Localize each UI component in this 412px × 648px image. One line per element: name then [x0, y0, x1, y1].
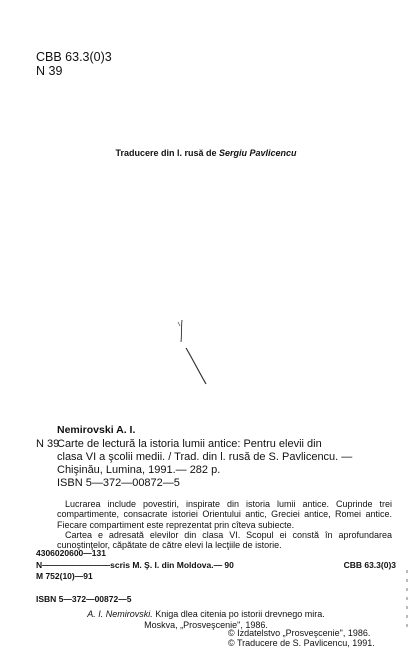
author-mark: N 39 [36, 64, 63, 78]
code-row-3 [36, 571, 396, 583]
translation-credit [0, 148, 412, 158]
original-place: Moskva, „Prosveşcenie", 1986. [144, 620, 268, 630]
code-line-2: N————————scris M. Ş. I. din Moldova.— 90 [36, 559, 234, 570]
original-title-line [0, 609, 412, 620]
annotation-paragraph-1: Lucrarea include povestiri, inspirate din istoria lumii antice. Cuprinde trei compartimente, consacrate istoriei Orientului antic, Greciei antice, Romei antice. Fiecare compartiment este reprezentat prin cîteva subiecte. [57, 499, 392, 530]
catalog-line-3: Chişinău, Lumina, 1991.— 282 p. [57, 464, 221, 476]
catalog-number: N 39 [36, 438, 60, 450]
code-row-1 [36, 548, 396, 560]
catalog-line-2: clasa VI a şcolii medii. / Trad. din l. rusă de S. Pavlicencu. — [57, 451, 353, 463]
bbk-classification [36, 50, 112, 78]
classification-codes [36, 548, 396, 583]
catalog-isbn: ISBN 5—372—00872—5 [57, 477, 180, 489]
translation-prefix: Traducere din l. rusă de [115, 148, 219, 158]
annotation-paragraph-2: Cartea e adresată elevilor din clasa VI. Scopul ei constă în aprofundarea cunoştinţelor, căpătate de către elevi la lecţiile de istorie. [57, 529, 392, 551]
code-row-2 [36, 560, 396, 572]
code-line-3: M 752(10)—91 [36, 571, 93, 581]
annotation [57, 499, 392, 550]
isbn-bottom: ISBN 5—372—00872—5 [36, 594, 132, 604]
code-line-1: 4306020600—131 [36, 548, 106, 558]
catalog-author: Nemirovski A. I. [57, 424, 136, 436]
translator-name: Sergiu Pavlicencu [219, 148, 297, 158]
catalog-entry [36, 438, 396, 490]
catalog-line-1: Carte de lectură la istoria lumii antice: Pentru elevii din [57, 438, 322, 450]
copyright-line-1: © Izdatelstvo „Prosveşcenie", 1986. [228, 628, 371, 638]
page-edge-mark [406, 570, 408, 630]
copyright-line-2: © Traducere de S. Pavlicencu, 1991. [228, 638, 375, 648]
original-title: Kniga dlea citenia po istorii drevnego mira. [152, 609, 325, 619]
code-bbk-right: CBB 63.3(0)3 [343, 559, 396, 570]
original-author: A. I. Nemirovski. [87, 609, 153, 619]
copyright-block [228, 628, 375, 648]
pen-marks [168, 318, 228, 388]
bbk-code: CBB 63.3(0)3 [36, 50, 112, 64]
